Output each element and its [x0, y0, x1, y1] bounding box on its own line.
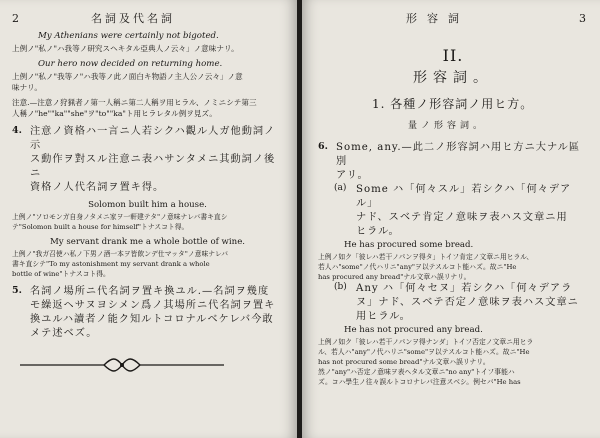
- example-explanation: has procured any bread"ナル文章ハ誤リナリ。: [318, 273, 471, 281]
- example-explanation: ル、若人ハ"any"ノ代ハリニ"some"ヲ以テスルコト能ハズ。故ニ"He: [318, 348, 530, 356]
- subsection-title: 量ノ形容詞。: [408, 121, 487, 131]
- example-explanation: 上例ノ"ソロモンガ自身ノタメニ家ヲ一軒建テタ"ノ意味ナレバ書キ直シ: [12, 213, 228, 221]
- rule-text: 換ユルハ讀者ノ能ク知ルトコロナルベケレバ今敢: [30, 314, 274, 325]
- example-sentence: He has procured some bread.: [344, 240, 474, 250]
- rule-text: Some, any.—此二ノ形容詞ハ用ヒ方ニ大ナル區別: [336, 142, 581, 167]
- example-explanation: 上例ノ"我ガ召使ハ私ノ下男ノ酒一本ヲ皆飲ンデ仕マッタ"ノ意味ナレバ: [12, 250, 229, 258]
- left-page-header: [12, 10, 283, 30]
- rule-number: 6.: [318, 141, 328, 152]
- rule-item-6: [318, 141, 588, 183]
- example-sentence: Solomon built him a house.: [88, 200, 207, 210]
- subrule-b: [318, 282, 588, 324]
- subrule-text: Some ハ「何々スル」若シクハ「何々デアル」: [356, 184, 572, 209]
- example-explanation: 書キ直シテ"To my astonishment my servant drank a whole: [12, 260, 210, 268]
- example-sentence: My servant drank me a whole bottle of wine.: [49, 237, 246, 247]
- example-sentence: Our hero now decided on returning home.: [38, 59, 223, 69]
- page-number: 3: [579, 12, 588, 25]
- example-explanation: 上例ノ"私ノ"我等ノ"ハ我等ノ此ノ面白キ物語ノ主人公ノ云々」ノ意: [12, 72, 243, 81]
- example-explanation: 上例ノ如ク「彼レハ若干ノパンヲ得タ」トイフ肯定ノ文章ニ用ヒラル、: [318, 253, 534, 261]
- example-explanation: 上例ノ"私ノ"ハ我等ノ研究スヘキタル亞典人ノ云々」ノ意味ナリ。: [12, 44, 239, 53]
- running-header-title: 形容詞: [406, 12, 469, 25]
- example-explanation: 上例ノ如ク「彼レハ若干ノパンヲ得ナンダ」トイフ否定ノ文章ニ用ヒラ: [318, 338, 534, 346]
- subrule-label: (a): [334, 183, 347, 193]
- rule-text: 名詞ノ場所ニ代名詞ヲ置キ換ユル.—名詞ヲ幾度: [30, 286, 270, 297]
- rule-text: モ繰返ヘサヌヨシメン爲ノ其場所ニ代名詞ヲ置キ: [30, 300, 276, 311]
- right-page-header: [318, 10, 588, 30]
- example-explanation: bottle of wine"トナスコト得。: [12, 270, 110, 278]
- note-text: 然ノ"any"ハ否定ノ意味ヲ表ヘタル文章ニ"no any"トイフ事能ハ: [318, 368, 515, 376]
- note-text: ズ。コハ學生ノ往々誤ルトコロナレバ注意スベシ。例セバ"He has: [318, 378, 521, 386]
- rule-number: 5.: [12, 285, 22, 296]
- part-number: II.: [442, 46, 464, 65]
- chapter-title: 形容詞。: [413, 70, 493, 86]
- subrule-text: ナド、スベテ肯定ノ意味ヲ表ハス文章ニ用: [356, 212, 568, 223]
- rule-text: アリ。: [336, 170, 369, 181]
- section-title: 1. 各種ノ形容詞ノ用ヒ方。: [372, 97, 534, 111]
- rule-item-5: [12, 285, 283, 341]
- rule-item-4: [12, 125, 283, 195]
- subrule-text: ヌ」ナド、スベテ否定ノ意味ヲ表ハス文章ニ: [356, 297, 579, 308]
- rule-text: 資格ノ人代名詞ヲ置キ得。: [30, 182, 165, 193]
- example-explanation: テ"Solomon built a house for himself"トナスコト得。: [12, 223, 189, 231]
- rule-text: ス動作ヲ對スル注意ニ表ハサンタメニ其動詞ノ後ニ: [30, 154, 276, 179]
- rule-text: 注意ノ資格ハ一言ニ人若シクハ觀ル人ガ他動詞ノ示: [30, 126, 276, 151]
- subrule-text: Any ハ「何々セヌ」若シクハ「何々デアラ: [356, 283, 573, 294]
- left-page: [0, 0, 297, 438]
- example-explanation: has not procured some bread"ナル文章ハ誤リナリ。: [318, 358, 490, 366]
- rule-text: メテ述ベズ。: [30, 328, 98, 339]
- example-sentence: My Athenians were certainly not bigoted.: [38, 31, 219, 41]
- note-text: 注意.—注意ノ狩猟者ノ第一人稱ニ第二人稱ヲ用ヒラル、ノミニシテ第三: [12, 98, 257, 107]
- running-header-title: 名詞及代名詞: [91, 12, 175, 25]
- subrule-label: (b): [334, 282, 347, 292]
- ornament-divider: [12, 357, 232, 373]
- example-explanation: 若人ハ"some"ノ代ハリニ"any"ヲ以テスルコト能ハズ。故ニ"He: [318, 263, 517, 271]
- right-page: [302, 0, 600, 438]
- subrule-text: ヒラル。: [356, 226, 400, 237]
- subrule-a: [318, 183, 588, 239]
- rule-number: 4.: [12, 125, 22, 136]
- example-sentence: He has not procured any bread.: [344, 325, 483, 335]
- subrule-text: 用ヒラル。: [356, 311, 411, 322]
- example-explanation: 味ナリ。: [12, 83, 42, 92]
- page-number: 2: [12, 12, 21, 25]
- note-text: 人稱ノ"he""ka""she"ヲ"to""ka"ト用ヒラレタル例ヲ見ズ。: [12, 109, 217, 118]
